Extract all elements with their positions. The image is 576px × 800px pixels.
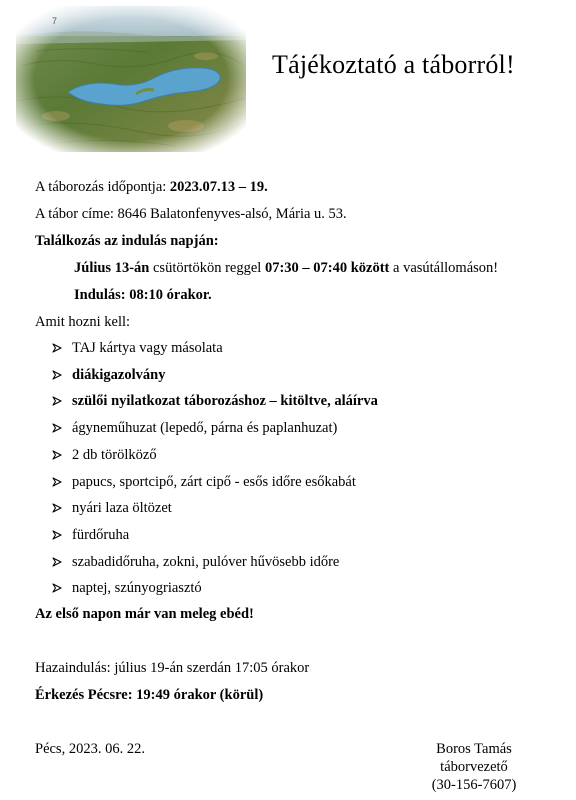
place-date: Pécs, 2023. 06. 22.	[35, 741, 145, 757]
arrow-bullet-icon	[52, 396, 62, 406]
packing-item-text: ágyneműhuzat (lepedő, párna és paplanhuzat)	[72, 420, 338, 437]
meeting-time: 07:30 – 07:40 között	[264, 260, 390, 276]
packing-item-text: papucs, sportcipő, zárt cipő - esős időre esőkabát	[72, 473, 356, 490]
departure-time: Indulás: 08:10 órakor.	[74, 287, 212, 303]
meeting-date: Július 13-án	[74, 260, 150, 276]
packing-list-item	[52, 366, 165, 384]
lunch-note: Az első napon már van meleg ebéd!	[35, 606, 254, 622]
packing-list-item	[52, 553, 339, 571]
camp-date-label: A táborozás időpontja:	[35, 179, 170, 195]
arrival-info: Érkezés Pécsre: 19:49 órakor (körül)	[35, 687, 264, 703]
packing-list-item	[52, 473, 356, 491]
packing-item-text: naptej, szúnyogriasztó	[72, 580, 202, 597]
packing-heading: Amit hozni kell:	[35, 314, 131, 330]
return-trip: Hazaindulás: július 19-án szerdán 17:05 órakor	[35, 660, 310, 676]
svg-text:7: 7	[52, 16, 58, 26]
page-title: Tájékoztató a táborról!	[272, 50, 515, 79]
arrow-bullet-icon	[52, 503, 62, 513]
camp-address: A tábor címe: 8646 Balatonfenyves-alsó, Mária u. 53.	[35, 206, 347, 222]
lake-balaton-map-image	[16, 6, 246, 152]
arrow-bullet-icon	[52, 450, 62, 460]
signer-role: táborvezető	[440, 759, 508, 775]
meeting-details	[74, 259, 498, 277]
arrow-bullet-icon	[52, 477, 62, 487]
arrow-bullet-icon	[52, 370, 62, 380]
arrow-bullet-icon	[52, 583, 62, 593]
signer-name: Boros Tamás	[436, 741, 512, 757]
packing-list-item	[52, 339, 223, 357]
packing-item-text: TAJ kártya vagy másolata	[72, 340, 223, 356]
meeting-place: a vasútállomáson!	[389, 260, 499, 276]
meeting-heading: Találkozás az indulás napján:	[35, 233, 219, 249]
camp-date-line	[35, 178, 268, 196]
packing-item-text: szülői nyilatkozat táborozáshoz – kitöltve, aláírva	[72, 393, 378, 410]
arrow-bullet-icon	[52, 557, 62, 567]
packing-list-item	[52, 499, 172, 517]
arrow-bullet-icon	[52, 423, 62, 433]
packing-list-item	[52, 579, 202, 597]
packing-item-text: szabadidőruha, zokni, pulóver hűvösebb időre	[72, 553, 340, 570]
signer-phone: (30-156-7607)	[431, 777, 517, 793]
packing-list-item	[52, 526, 129, 544]
arrow-bullet-icon	[52, 343, 62, 353]
meeting-text: csütörtökön reggel	[149, 260, 265, 276]
camp-date-value: 2023.07.13 – 19.	[169, 179, 268, 195]
packing-item-text: 2 db törölköző	[72, 446, 157, 463]
packing-item-text: fürdőruha	[72, 526, 130, 543]
packing-item-text: nyári laza öltözet	[72, 500, 172, 517]
arrow-bullet-icon	[52, 530, 62, 540]
packing-list-item	[52, 446, 157, 464]
packing-list-item	[52, 392, 378, 410]
packing-list-item	[52, 419, 337, 437]
packing-item-text: diákigazolvány	[72, 366, 166, 383]
